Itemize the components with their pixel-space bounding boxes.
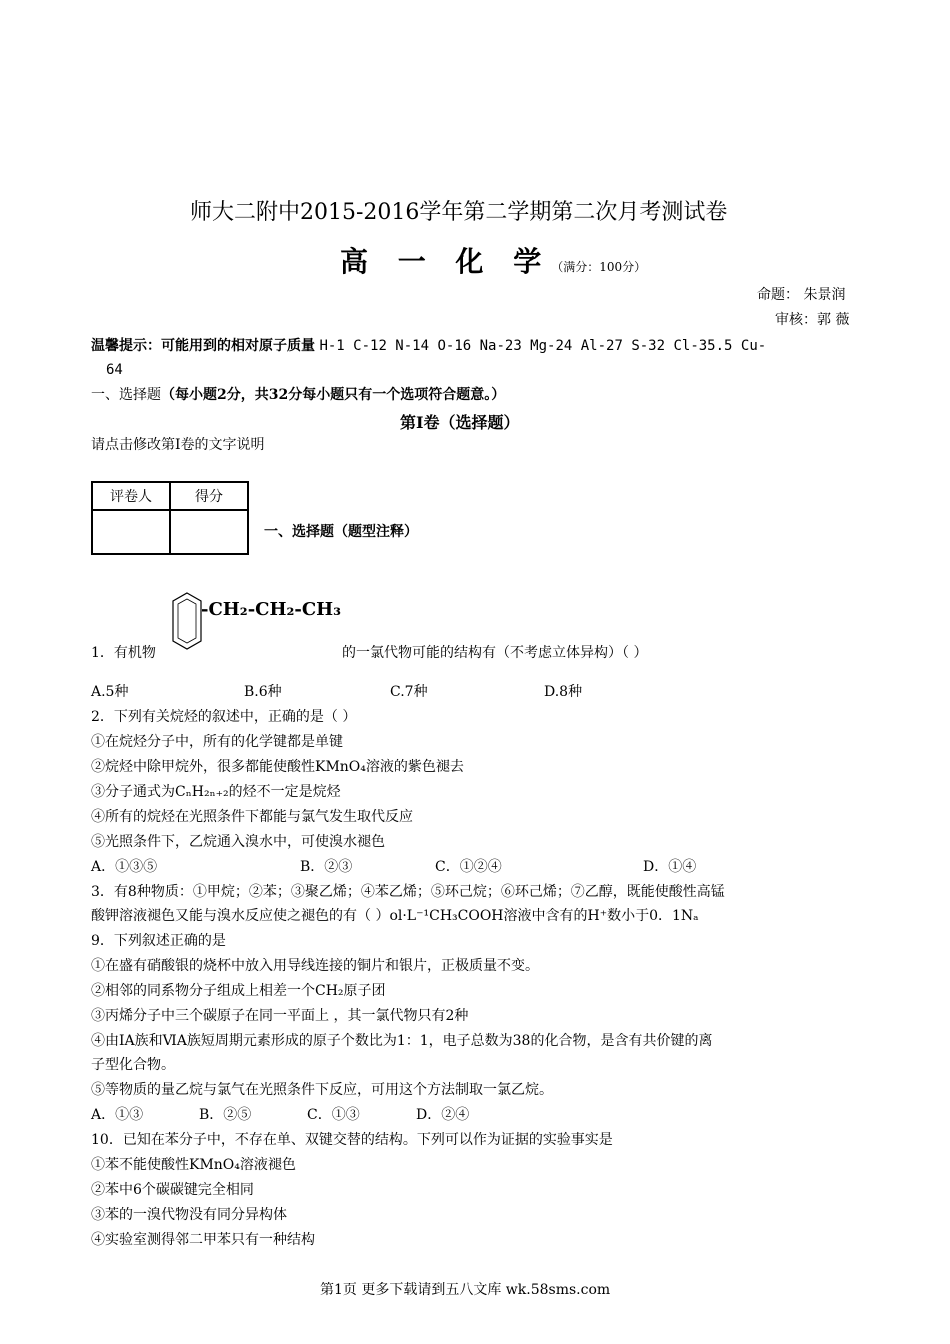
score-table-cell-grader [92, 510, 170, 554]
author-line: 命题： 朱景润 [757, 287, 846, 303]
q2-item-1: ①在烷烃分子中，所有的化学键都是单键 [91, 734, 343, 750]
score-table-header-score: 得分 [170, 482, 248, 510]
q1-option-d: D.8种 [544, 684, 583, 700]
volume-note[interactable]: 请点击修改第I卷的文字说明 [91, 437, 265, 453]
q9-item-5: ⑤等物质的量乙烷与氯气在光照条件下反应，可用这个方法制取一氯乙烷。 [91, 1082, 553, 1098]
q10-item-2: ②苯中6个碳碳键完全相同 [91, 1182, 254, 1198]
section-heading [91, 386, 505, 404]
benzene-inner-ring [178, 599, 196, 643]
tip-line [91, 337, 766, 355]
q9-item-4: ④由ⅠA族和ⅥA族短周期元素形成的原子个数比为1：1，电子总数为38的化合物，是含有共价键的离 [91, 1033, 713, 1049]
q1-option-b: B.6种 [244, 684, 282, 700]
page-footer: 第1页 更多下载请到五八文库 wk.58sms.com [320, 1282, 611, 1298]
exam-title: 师大二附中2015-2016学年第二学期第二次月考测试卷 [190, 200, 728, 225]
q9-item-3: ③丙烯分子中三个碳原子在同一平面上 ，其一氯代物只有2种 [91, 1008, 469, 1024]
q1-option-a: A.5种 [91, 684, 129, 700]
q9-option-a: A．①③ [91, 1107, 144, 1123]
tip-masses: H-1 C-12 N-14 O-16 Na-23 Mg-24 Al-27 S-32 Cl-35.5 Cu- [319, 338, 767, 354]
q2-item-2: ②烷烃中除甲烷外，很多都能使酸性KMnO₄溶液的紫色褪去 [91, 759, 464, 775]
score-table-cell-score [170, 510, 248, 554]
q9-item-1: ①在盛有硝酸银的烧杯中放入用导线连接的铜片和银片，正极质量不变。 [91, 958, 539, 974]
q2-option-d: D．①④ [643, 859, 697, 875]
q10-stem: 10．已知在苯分子中，不存在单、双键交替的结构。下列可以作为证据的实验事实是 [91, 1132, 613, 1148]
q2-option-c: C．①②④ [435, 859, 502, 875]
q9-stem: 9．下列叙述正确的是 [91, 933, 226, 949]
q3-line-1: 3．有8种物质：①甲烷；②苯；③聚乙烯；④苯乙烯；⑤环己烷；⑥环己烯；⑦乙醇，既能使酸性高锰 [91, 884, 725, 900]
q9-option-d: D．②④ [416, 1107, 470, 1123]
q9-option-c: C．①③ [307, 1107, 360, 1123]
volume-title: 第I卷（选择题） [400, 413, 520, 432]
propyl-chain-label: -CH₂-CH₂-CH₃ [201, 599, 342, 620]
tip-masses-cont: 64 [106, 362, 123, 378]
q1-prefix: 1．有机物 [91, 645, 156, 661]
q1-stem: 的一氯代物可能的结构有（不考虑立体异构）（ ） [342, 645, 648, 661]
section-heading-bold: （每小题2分，共32分每小题只有一个选项符合题意。） [161, 387, 506, 403]
propylbenzene-structure [170, 587, 370, 667]
q2-stem: 2．下列有关烷烃的叙述中，正确的是（ ） [91, 709, 357, 725]
q9-item-2: ②相邻的同系物分子组成上相差一个CH₂原子团 [91, 983, 386, 999]
score-note: （满分：100分） [551, 260, 647, 274]
q1-option-c: C.7种 [390, 684, 428, 700]
q9-item-4-cont: 子型化合物。 [91, 1057, 175, 1073]
table-caption: 一、选择题（题型注释） [264, 524, 418, 540]
subject-title: 高 一 化 学 [340, 245, 552, 278]
q2-option-b: B．②③ [300, 859, 353, 875]
q10-item-4: ④实验室测得邻二甲苯只有一种结构 [91, 1232, 315, 1248]
tip-label: 温馨提示：可能用到的相对原子质量 [91, 338, 315, 354]
q3-line-2: 酸钾溶液褪色又能与溴水反应使之褪色的有（ ）ol·L⁻¹CH₃COOH溶液中含有的H⁺数小于0．1Nₐ [91, 908, 699, 924]
q2-item-3: ③分子通式为CₙH₂ₙ₊₂的烃不一定是烷烃 [91, 784, 341, 800]
score-table-header-grader: 评卷人 [92, 482, 170, 510]
q9-option-b: B．②⑤ [199, 1107, 252, 1123]
q10-item-1: ①苯不能使酸性KMnO₄溶液褪色 [91, 1157, 296, 1173]
q2-item-5: ⑤光照条件下，乙烷通入溴水中，可使溴水褪色 [91, 834, 385, 850]
section-heading-plain: 一、选择题 [91, 387, 161, 403]
q2-item-4: ④所有的烷烃在光照条件下都能与氯气发生取代反应 [91, 809, 413, 825]
score-table [91, 481, 249, 555]
benzene-ring [173, 593, 201, 649]
q10-item-3: ③苯的一溴代物没有同分异构体 [91, 1207, 287, 1223]
subject-line [340, 240, 646, 280]
q2-option-a: A．①③⑤ [91, 859, 158, 875]
reviewer-line: 审核：郭 薇 [775, 312, 850, 328]
